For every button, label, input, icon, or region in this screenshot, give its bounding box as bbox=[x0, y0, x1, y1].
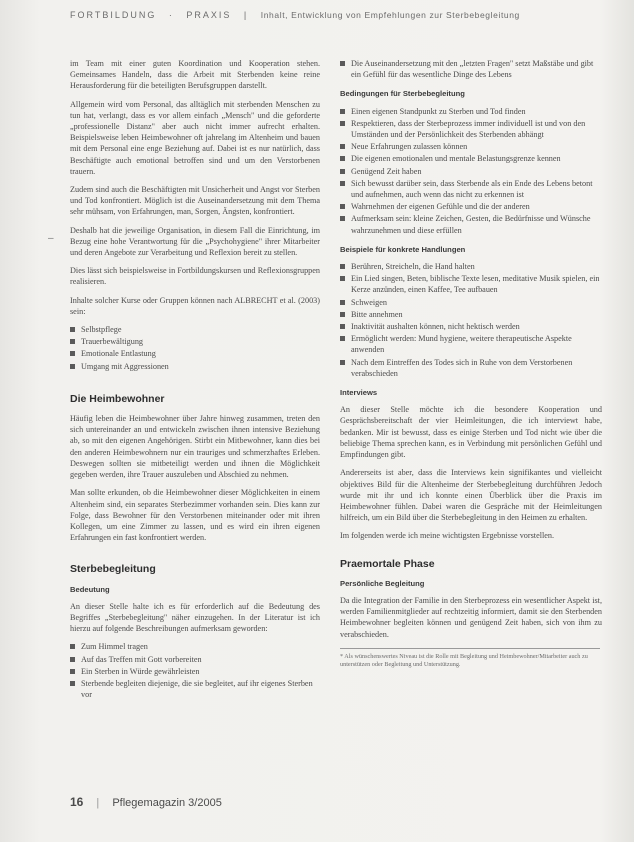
list-item: Sterbende begleiten diejenige, die sie begleitet, auf ihr eigenes Sterben vor bbox=[70, 678, 320, 700]
page-number: 16 bbox=[70, 795, 84, 809]
footnote-divider bbox=[340, 648, 600, 649]
bullet-icon bbox=[70, 327, 75, 332]
list-item: Die Auseinandersetzung mit den „letzten Fragen" setzt Maßstäbe und gibt ein Gefühl für das wesentliche Dinge des Lebens bbox=[340, 58, 602, 80]
bullet-icon bbox=[70, 669, 75, 674]
list-item: Trauerbewältigung bbox=[70, 336, 320, 347]
list-item: Genügend Zeit haben bbox=[340, 166, 602, 177]
paragraph: Andererseits ist aber, dass die Interviews kein signifikantes und vielleicht objektives Bild für die Altenheime der Sterbebegleitung durchführen Jedoch wurde mit ihr und ich konnte einen Überblick über die Praxis im Heimbewohner fühlen. Dabei waren die Gespräche mit der Heimleitungen hilfreich, um ein Bild über die Sterbebegleitung in den Heimen zu erhalten. bbox=[340, 468, 602, 523]
list-item: Schweigen bbox=[340, 297, 602, 308]
list-item: Umgang mit Aggressionen bbox=[70, 361, 320, 372]
bullet-icon bbox=[340, 61, 345, 66]
right-column bbox=[340, 58, 602, 669]
bullet-icon bbox=[70, 364, 75, 369]
bullet-icon bbox=[340, 109, 345, 114]
top-list bbox=[340, 58, 602, 80]
bullet-icon bbox=[340, 312, 345, 317]
paragraph: An dieser Stelle möchte ich die besondere Kooperation und Gesprächsbereitschaft der vier Heimleitungen, die ich interviewt habe, bedanken. Mir ist bewusst, dass es einige Sterben und Tod nicht wie über die beliebige Thema sprechen kann, es in Verbindung mit persönlichen Gefühl und Empfindungen gibt. bbox=[340, 405, 602, 460]
paragraph: Man sollte erkunden, ob die Heimbewohner dieser Möglichkeiten in einem Altenheim sind, ein separates Sterbezimmer vorhanden sein. Dies kann zur Folge, dass Bewohner für den Verstorbenen miteinander oder mit ihren Kollegen, um eine Zimmer zu lassen, und es wird ein ihren eigenen Erfahrungen ein fast konfrontiert werden. bbox=[70, 488, 320, 543]
paragraph: Deshalb hat die jeweilige Organisation, in diesem Fall die Einrichtung, im Bezug eine hohe Verantwortung für die „Psychohygiene" ihrer Mitarbeiter und deren Angebote zur Verarbeitung und Reflexion bereit zu stellen. bbox=[70, 225, 320, 258]
bullet-icon bbox=[340, 144, 345, 149]
magazine-name: Pflegemagazin 3/2005 bbox=[112, 797, 222, 809]
bullet-icon bbox=[340, 336, 345, 341]
bullet-icon bbox=[70, 644, 75, 649]
list-item: Aufmerksam sein: kleine Zeichen, Gesten, die Bedürfnisse und Wünsche wahrzunehmen und diese erfüllen bbox=[340, 213, 602, 235]
list-item: Zum Himmel tragen bbox=[70, 641, 320, 652]
bullet-icon bbox=[340, 276, 345, 281]
header-topic: Inhalt, Entwicklung von Empfehlungen zur Sterbebegleitung bbox=[260, 10, 520, 20]
bullet-icon bbox=[340, 169, 345, 174]
section-heading-sterbebegleitung: Sterbebegleitung bbox=[70, 563, 156, 576]
subheading-persoenliche-begleitung: Persönliche Begleitung bbox=[340, 578, 425, 588]
bullet-icon bbox=[340, 181, 345, 186]
course-contents-list bbox=[70, 324, 320, 372]
bullet-icon bbox=[340, 216, 345, 221]
paragraph: im Team mit einer guten Koordination und Kooperation stehen. Gemeinsames Handeln, dass die Arbeit mit Sterbenden keine reine Herausforderung für die beteiligten Berufsgruppen darstellt. bbox=[70, 59, 320, 91]
list-item: Die eigenen emotionalen und mentale Belastungsgrenze kennen bbox=[340, 153, 602, 164]
list-item: Berühren, Streicheln, die Hand halten bbox=[340, 261, 602, 272]
paragraph: Häufig leben die Heimbewohner über Jahre hinweg zusammen, treten den sich untereinander an und entwickeln zwischen ihnen intensive Beziehung ab, so mit den eigenen Angehörigen. Stirbt ein Mitbewohner, kann dies bei den anderen Heimbewohnern nur ein trauriges und schmerzhaftes Erleben. Deswegen sollten sie mitbeteiligt werden und ihnen die Möglichkeit gegeben werden, ihre Trauer auszuleben und Abschied zu nehmen. bbox=[70, 414, 320, 480]
section-heading-heimbewohner: Die Heimbewohner bbox=[70, 392, 165, 405]
page-footer: 16 | Pflegemagazin 3/2005 bbox=[70, 795, 222, 809]
conditions-list bbox=[340, 106, 602, 236]
paragraph: Inhalte solcher Kurse oder Gruppen können nach ALBRECHT et al. (2003) sein: bbox=[70, 295, 320, 316]
list-item: Sich bewusst darüber sein, dass Sterbende als ein Ende des Lebens betont und aufnehmen, auch wenn das nicht zu erkennen ist bbox=[340, 178, 602, 200]
list-item: Bitte annehmen bbox=[340, 309, 602, 320]
bullet-icon bbox=[340, 324, 345, 329]
subheading-bedingungen: Bedingungen für Sterbebegleitung bbox=[340, 89, 465, 99]
list-item: Respektieren, dass der Sterbeprozess immer individuell ist und von den Umständen und der Persönlichkeit des Sterbenden abhängt bbox=[340, 118, 602, 140]
footnote: * Als wünschenswertes Niveau ist die Rolle mit Begleitung und Heimbewohner/Mitarbeiter auch zu unterstützen oder Begleitung und Unterstützung. bbox=[340, 652, 588, 668]
subheading-beispiele: Beispiele für konkrete Handlungen bbox=[340, 244, 466, 254]
paragraph: Dies lässt sich beispielsweise in Fortbildungskursen und Reflexionsgruppen realisieren. bbox=[70, 266, 320, 287]
examples-list bbox=[340, 261, 602, 379]
list-item: Ein Sterben in Würde gewährleisten bbox=[70, 666, 320, 677]
list-item: Ein Lied singen, Beten, biblische Texte lesen, meditative Musik spielen, ein Kerze anzünden, einen Kaffee, Tee aufbauen bbox=[340, 273, 602, 295]
bullet-icon bbox=[340, 121, 345, 126]
meaning-list bbox=[70, 641, 320, 700]
section-heading-praemortale-phase: Praemortale Phase bbox=[340, 557, 435, 570]
subheading-bedeutung: Bedeutung bbox=[70, 584, 110, 594]
header-category: PRAXIS bbox=[186, 10, 232, 20]
left-column bbox=[70, 58, 320, 708]
bullet-icon bbox=[70, 681, 75, 686]
list-item: Nach dem Eintreffen des Todes sich in Ruhe von dem Verstorbenen verabschieden bbox=[340, 357, 602, 379]
list-item: Inaktivität aushalten können, nicht hektisch werden bbox=[340, 321, 602, 332]
paragraph: An dieser Stelle halte ich es für erforderlich auf die Bedeutung des Begriffes „Sterbebegleitung" näher einzugehen. In der Literatur ist ich hierzu auf folgende Beschreibungen aufmerksam geworden: bbox=[70, 601, 320, 634]
header-section: FORTBILDUNG bbox=[70, 10, 157, 20]
bullet-icon bbox=[70, 351, 75, 356]
list-item: Wahrnehmen der eigenen Gefühle und die der anderen bbox=[340, 201, 602, 212]
bullet-icon bbox=[340, 264, 345, 269]
bullet-icon bbox=[70, 339, 75, 344]
bullet-icon bbox=[340, 156, 345, 161]
bullet-icon bbox=[70, 657, 75, 662]
paragraph: Allgemein wird vom Personal, das alltäglich mit sterbenden Menschen zu tun hat, verlangt, dass es vor allem einfach „Mensch" und die geforderte „professionelle Distanz" aber auch nicht immer aufrecht erhalten. Beispielsweise leben Heimbewohner oft jahrelang im Altenheim und bauen mit dem Personal eine enge Beziehung auf. Dabei ist es nur natürlich, dass Beschäftigte auch emotional betroffen sind und um den Verstorbenen trauern. bbox=[70, 99, 320, 176]
list-item: Ermöglicht werden: Mund hygiene, weitere therapeutische Aspekte anwenden bbox=[340, 333, 602, 355]
list-item: Einen eigenen Standpunkt zu Sterben und Tod finden bbox=[340, 106, 602, 117]
running-head: FORTBILDUNG · PRAXIS | Inhalt, Entwicklung von Empfehlungen zur Sterbebegleitung bbox=[70, 10, 520, 20]
bullet-icon bbox=[340, 300, 345, 305]
subheading-interviews: Interviews bbox=[340, 388, 378, 398]
bullet-icon bbox=[340, 204, 345, 209]
margin-mark: – bbox=[48, 233, 54, 244]
paragraph: Da die Integration der Familie in den Sterbeprozess ein wesentlicher Aspekt ist, werden Familienmitglieder auf rechtzeitig informiert, damit sie den Sterbenden Heimbewohner begleiten können und genügend Zeit haben, sich von ihm zu verabschieden. bbox=[340, 595, 602, 639]
paragraph: Zudem sind auch die Beschäftigten mit Unsicherheit und Angst vor Sterben und Tod konfrontiert. Möglich ist die Auseinandersetzung mit dem Thema sehr mühsam, von Erfahrungen, man, Sorgen, Ängsten, konfrontiert. bbox=[70, 185, 320, 217]
paragraph: Im folgenden werde ich meine wichtigsten Ergebnisse vorstellen. bbox=[340, 531, 555, 541]
bullet-icon bbox=[340, 360, 345, 365]
list-item: Auf das Treffen mit Gott vorbereiten bbox=[70, 654, 320, 665]
list-item: Selbstpflege bbox=[70, 324, 320, 335]
list-item: Emotionale Entlastung bbox=[70, 348, 320, 359]
list-item: Neue Erfahrungen zulassen können bbox=[340, 141, 602, 152]
